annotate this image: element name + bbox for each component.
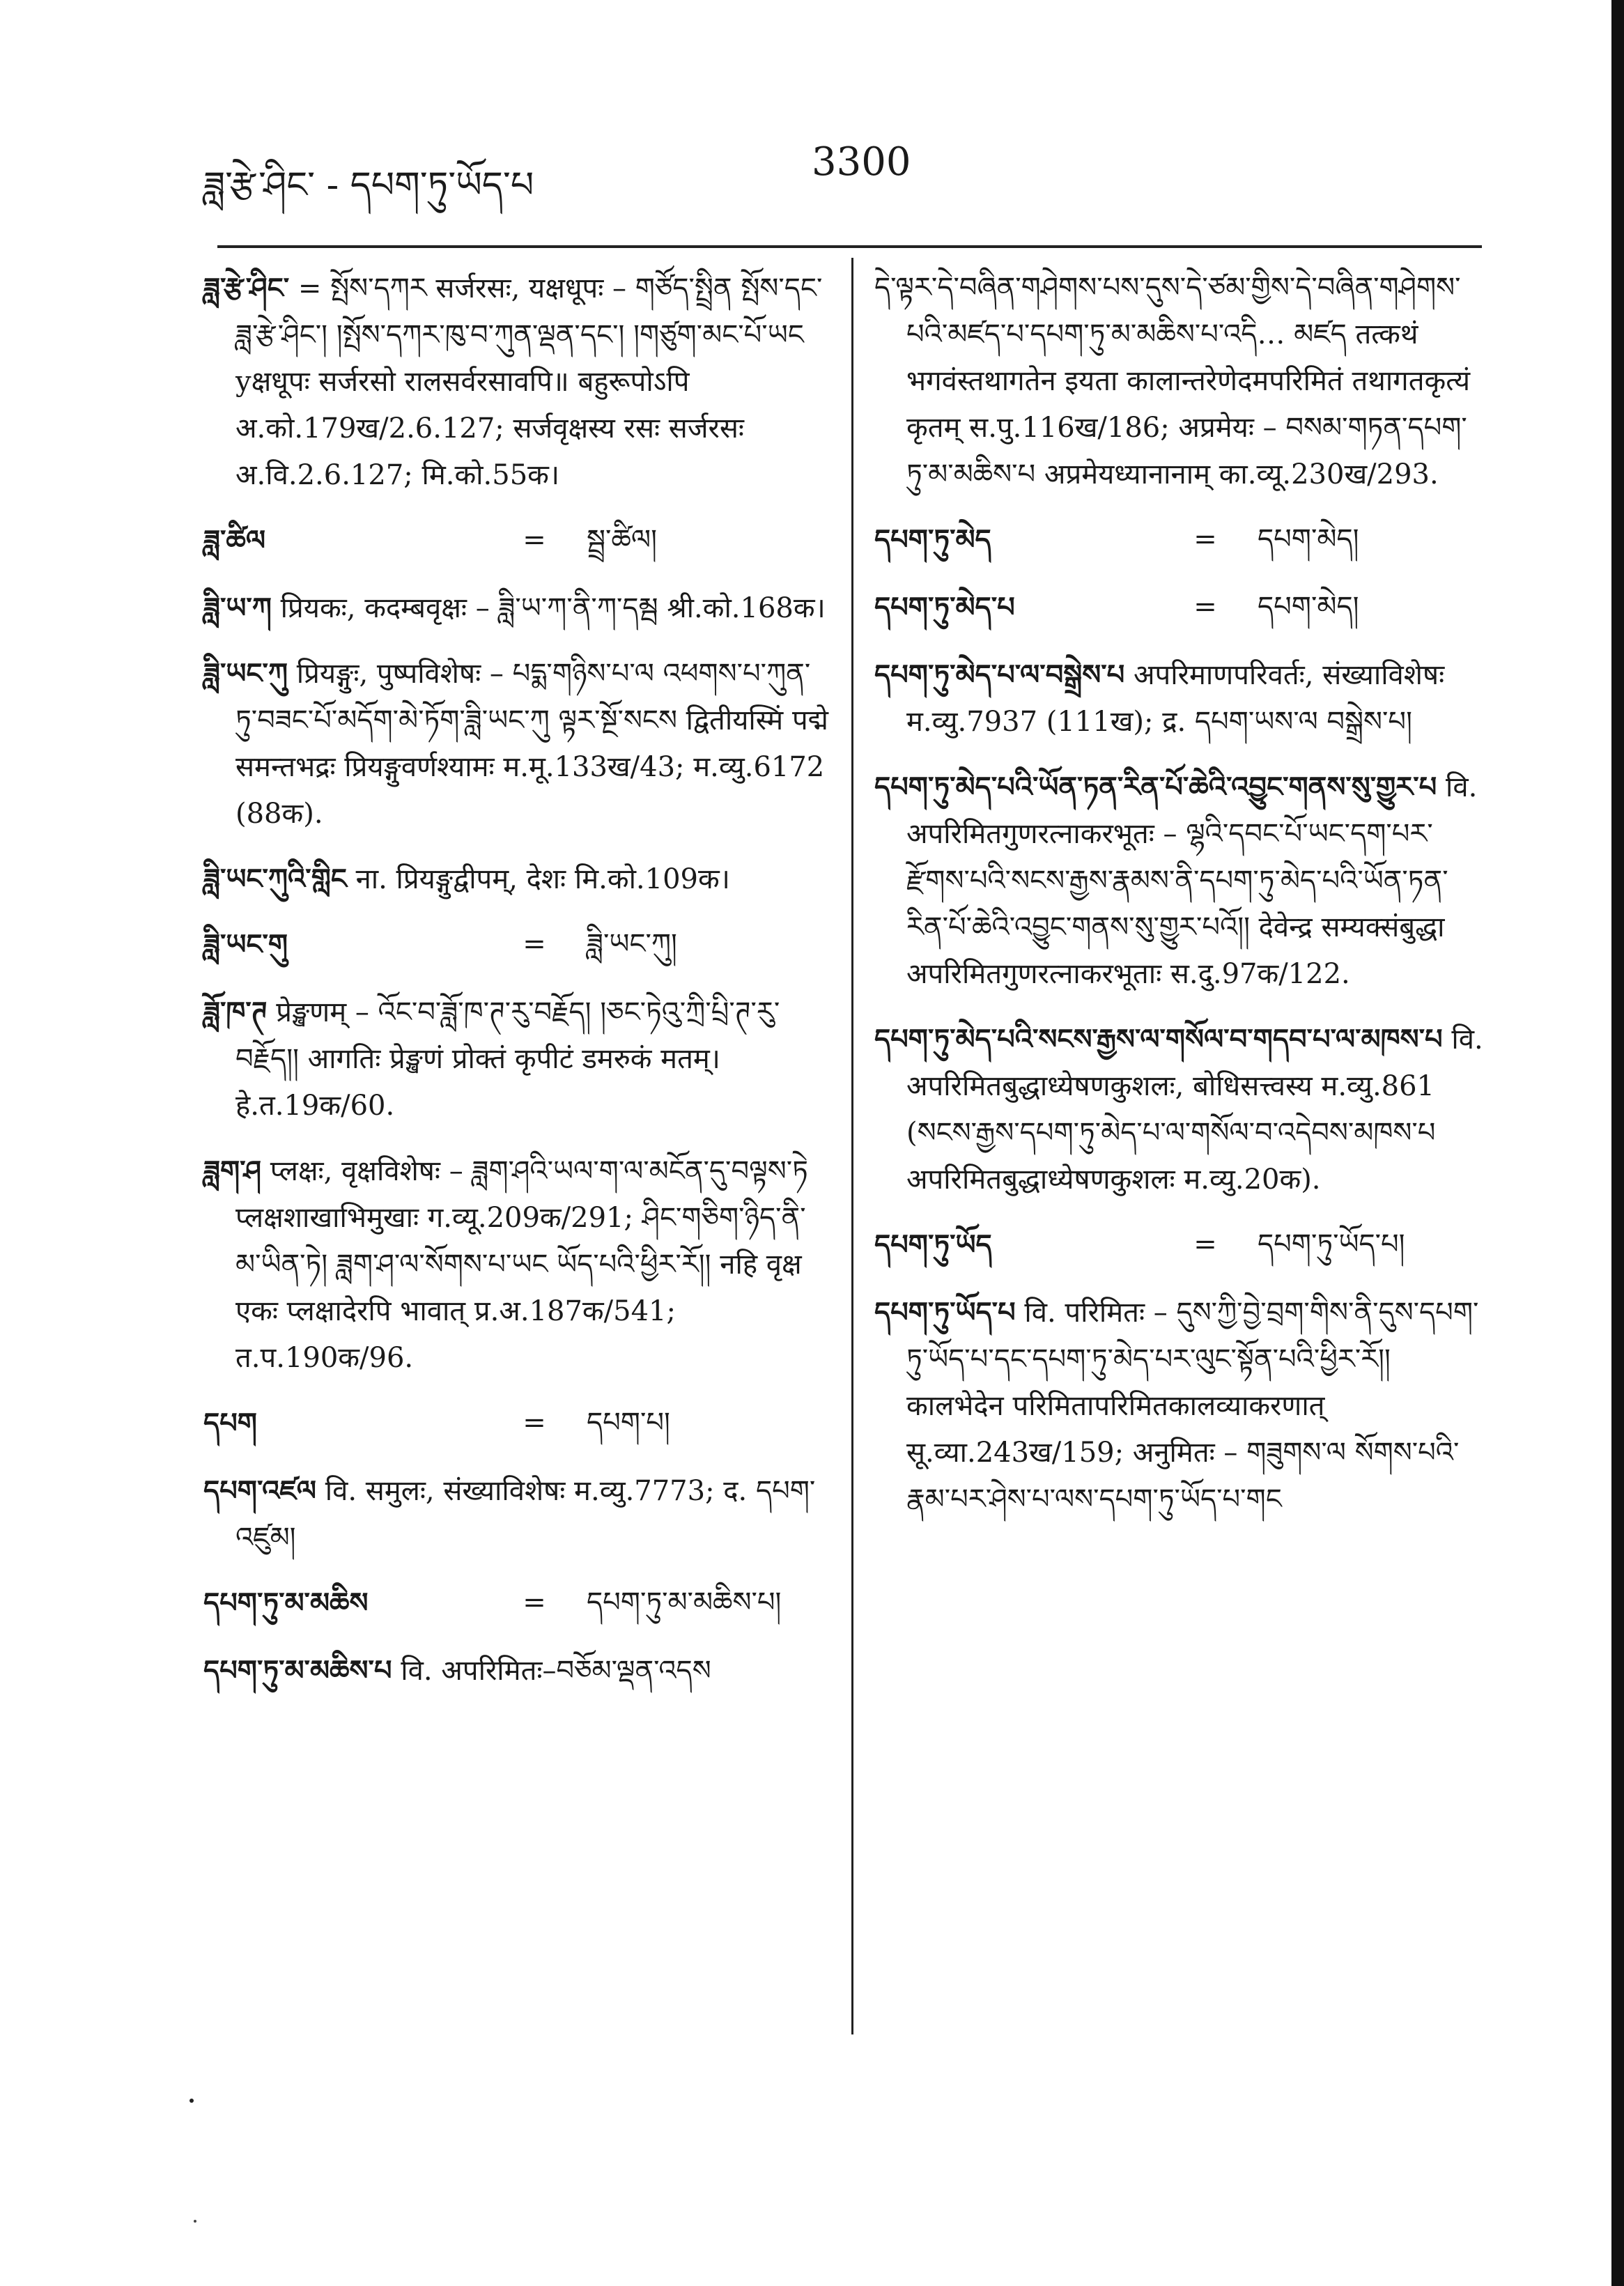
page-number: 3300 <box>812 139 911 185</box>
dictionary-entry <box>203 265 830 499</box>
equals-sign: = <box>523 928 546 960</box>
headword: ཟླི་ཡང་གུ <box>203 928 288 961</box>
headword: དཔག་ཏུ་མེད <box>874 523 991 556</box>
equals-sign: = <box>523 1407 546 1439</box>
headword: དཔག་ཏུ་མེད་པ <box>874 591 1015 624</box>
equals-sign: = <box>523 1586 546 1619</box>
dictionary-entry <box>874 764 1487 998</box>
dictionary-entry <box>874 651 1487 746</box>
headword: ཟླི་ཡང་ཀུའི་གླིང <box>203 863 347 895</box>
cross-reference-target: དཔག་ཏུ་ཡོད་པ། <box>1258 1228 1405 1260</box>
headword: དཔག་ཏུ་མེད་པ་ལ་བསྒྲེས་པ <box>874 658 1125 691</box>
headword: ཟླི་ཡང་ཀུ <box>203 657 288 690</box>
scan-edge-shadow <box>1611 0 1624 2286</box>
headword: དཔག <box>203 1407 257 1439</box>
entry-body: अपरिमाणपरिवर्तः, संख्याविशेषः म.व्यु.7937 (111ख); द्र. དཔག་ཡས་ལ བསྒྲེས་པ། <box>906 659 1445 738</box>
entry-body: वि. परिमितः – དུས་ཀྱི་བྱེ་བྲག་གིས་ནི་དུས་དཔག་ཏུ་ཡོད་པ་དང་དཔག་ཏུ་མེད་པར་ལུང་སྟོན་པའི་ཕྱིར་རོ།། कालभेदेन परिमितापरिमितकालव्याकरणात् सू.व्या.243ख/159; अनुमितः – གཟུགས་ལ སོགས་པའི་རྣམ་པར་ཤེས་པ་ལས་དཔག་ཏུ་ཡོད་པ་གང <box>906 1297 1479 1515</box>
cross-reference-entry <box>874 1221 1487 1268</box>
cross-reference-target: ཟླི་ཡང་ཀུ། <box>587 928 677 960</box>
equals-sign: = <box>1193 1228 1217 1260</box>
headword: དཔག་ཏུ་མེད་པའི་སངས་རྒྱས་ལ་གསོལ་བ་གདབ་པ་ལ་མཁས་པ <box>874 1023 1443 1056</box>
cross-reference-entry <box>874 516 1487 563</box>
headword: དཔག་ཏུ་ཡོད <box>874 1228 992 1261</box>
dictionary-entry <box>203 1467 830 1561</box>
equals-sign: = <box>1193 523 1217 555</box>
entry-body: = སྤོས་དཀར सर्जरसः, यक्षधूपः – གཙོད་སྤྲིན སྤོས་དང་ཟླ་རྩེ་ཤིང་། །སྤོས་དཀར་ཁུ་བ་ཀུན་ལྡན་དང་། །གཙུག་མང་པོ་ཡང yक्षधूपः सर्जरसो रालसर्वरसावपि॥ बहुरूपोऽपि अ.को.179ख/2.6.127; सर्जवृक्षस्य रसः सर्जरसः अ.वि.2.6.127; मि.को.55क। <box>235 272 823 491</box>
entry-body: वि. अपरिमितगुणरत्नाकरभूतः – ལྷའི་དབང་པོ་ཡང་དག་པར་རྫོགས་པའི་སངས་རྒྱས་རྣམས་ནི་དཔག་ཏུ་མེད་པའི་ཡོན་ཏན་རིན་པོ་ཆེའི་འབྱུང་གནས་སུ་གྱུར་པའོ།། देवेन्द्र सम्यक्संबुद्धा अपरिमितगुणरत्नाकरभूताः स.दु.97क/122. <box>906 771 1478 990</box>
equals-sign: = <box>523 524 546 556</box>
cross-reference-target: སྦྲ་ཚིལ། <box>587 524 657 556</box>
headword: ཟླ་ཚིལ <box>203 524 266 557</box>
scan-speck <box>194 2220 196 2223</box>
column-divider <box>851 258 853 2034</box>
dictionary-entry <box>203 585 830 632</box>
headword: དཔག་འཛལ <box>203 1474 316 1507</box>
headword: ཟླི་ཡ་ཀ <box>203 592 272 624</box>
entry-body: དེ་ལྟར་དེ་བཞིན་གཤེགས་པས་དུས་དེ་ཙམ་གྱིས་དེ་བཞིན་གཤེགས་པའི་མཛད་པ་དཔག་ཏུ་མ་མཆིས་པ་འདི… མཛད तत्कथं भगवंस्तथागतेन इयता कालान्तरेणेदमपरिमितं तथागतकृत्यं कृतम् स.पु.116ख/186; अप्रमेयः – བསམ་གཏན་དཔག་ཏུ་མ་མཆིས་པ अप्रमेयध्यानानाम् का.व्यू.230ख/293. <box>874 272 1471 491</box>
headword: དཔག་ཏུ་མ་མཆིས <box>203 1586 369 1619</box>
entry-body: वि. अपरिमितः–བཅོམ་ལྡན་འདས <box>401 1655 711 1687</box>
header-rule <box>217 245 1482 248</box>
headword: དཔག་ཏུ་མེད་པའི་ཡོན་ཏན་རིན་པོ་ཆེའི་འབྱུང་གནས་སུ་གྱུར་པ <box>874 771 1437 803</box>
headword: ཟློ་ཁ་ཊ <box>203 996 268 1028</box>
dictionary-entry <box>874 1016 1487 1203</box>
entry-body: प्लक्षः, वृक्षविशेषः – ཟླག་ཤའི་ཡལ་ག་ལ་མངོན་དུ་བལྟས་ཏེ प्लक्षशाखाभिमुखाः ग.व्यू.209क/291; ཤིང་གཅིག་ཉིད་ནི་མ་ཡིན་ཏེ། ཟླག་ཤ་ལ་སོགས་པ་ཡང ཡོད་པའི་ཕྱིར་རོ།། नहि वृक्ष एकः प्लक्षादेरपि भावात् प्र.अ.187क/541; त.प.190क/96. <box>235 1155 808 1374</box>
entry-body: प्रियकः, कदम्बवृक्षः – ཟླི་ཡ་ཀ་ནི་ཀ་དམྦ श्री.को.168क। <box>280 592 826 624</box>
dictionary-entry <box>874 1289 1487 1523</box>
cross-reference-entry <box>203 517 830 564</box>
entry-body: प्रियङ्गुः, पुष्पविशेषः – པདྨ་གཉིས་པ་ལ འཕགས་པ་ཀུན་ཏུ་བཟང་པོ་མདོག་མེ་ཏོག་ཟླི་ཡང་ཀུ ལྟར་སྔོ་སངས द्वितीयस्मिं पद्मे समन्तभद्रः प्रियङ्गुवर्णश्यामः म.मू.133ख/43; म.व्यु.6172 (88क). <box>235 658 828 830</box>
dictionary-entry <box>203 1647 830 1694</box>
headword: ཟླག་ཤ <box>203 1154 261 1187</box>
cross-reference-target: དཔག་མེད། <box>1258 523 1359 555</box>
headword: དཔག་ཏུ་མ་མཆིས་པ <box>203 1654 392 1687</box>
cross-reference-entry <box>203 1580 830 1626</box>
cross-reference-target: དཔག་མེད། <box>1258 591 1359 623</box>
cross-reference-target: དཔག་པ། <box>587 1407 670 1439</box>
dictionary-entry <box>203 1148 830 1382</box>
continued-entry <box>874 265 1487 498</box>
cross-reference-target: དཔག་ཏུ་མ་མཆིས་པ། <box>587 1586 782 1619</box>
entry-body: ना. प्रियङ्गुद्वीपम्, देशः मि.को.109क। <box>355 863 730 895</box>
entry-body: प्रेङ्खणम् – འོང་བ་ཟློ་ཁ་ཊ་རུ་བརྗོད། །ཅང་ཏེའུ་ཀྲི་པྲི་ཊ་རུ་བརྗོད།། आगतिः प्रेङ्खणं प्रोक्तं कृपीटं डमरुकं मतम्। हे.त.19क/60. <box>235 996 780 1122</box>
left-column <box>203 265 830 1713</box>
dictionary-entry <box>203 989 830 1129</box>
headword: ཟླ་རྩེ་ཤིང་ <box>203 272 290 304</box>
right-column <box>874 265 1487 1541</box>
entry-body: वि. समुलः, संख्याविशेषः म.व्यु.7773; द. དཔག་འཛུམ། <box>235 1475 816 1554</box>
dictionary-entry <box>203 856 830 903</box>
equals-sign: = <box>1193 591 1217 623</box>
entry-body: वि. अपरिमितबुद्धाध्येषणकुशलः, बोधिसत्त्वस्य म.व्यु.861 (སངས་རྒྱས་དཔག་ཏུ་མེད་པ་ལ་གསོལ་བ་འདེབས་མཁས་པ अपरिमितबुद्धाध्येषणकुशलः म.व्यु.20क). <box>906 1024 1483 1196</box>
running-head: ཟླ་རྩེ་ཤིང་ - དཔག་ཏུ་ཡོད་པ <box>203 164 534 206</box>
scan-speck <box>190 2099 194 2103</box>
cross-reference-entry <box>874 584 1487 631</box>
cross-reference-entry <box>203 921 830 968</box>
dictionary-entry <box>203 650 830 837</box>
cross-reference-entry <box>203 1400 830 1446</box>
headword: དཔག་ཏུ་ཡོད་པ <box>874 1296 1016 1329</box>
